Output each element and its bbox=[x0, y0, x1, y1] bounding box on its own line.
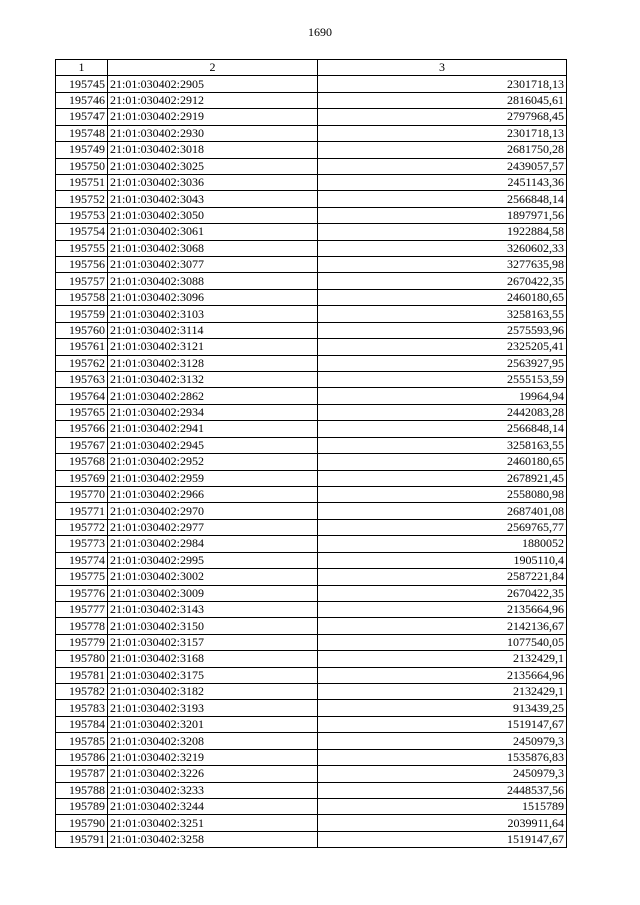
table-row bbox=[56, 782, 567, 798]
row-number-cell: 195761 bbox=[56, 339, 108, 355]
cadastral-number-cell: 21:01:030402:2912 bbox=[108, 92, 318, 108]
cadastral-number-cell: 21:01:030402:3258 bbox=[108, 831, 318, 847]
cadastral-number-cell: 21:01:030402:3157 bbox=[108, 634, 318, 650]
cadastral-number-cell: 21:01:030402:2930 bbox=[108, 125, 318, 141]
value-cell: 2450979,3 bbox=[318, 733, 567, 749]
table-row bbox=[56, 372, 567, 388]
value-cell: 2450979,3 bbox=[318, 766, 567, 782]
value-cell: 2670422,35 bbox=[318, 585, 567, 601]
value-cell: 1519147,67 bbox=[318, 716, 567, 732]
cadastral-number-cell: 21:01:030402:3150 bbox=[108, 618, 318, 634]
value-cell: 1905110,4 bbox=[318, 552, 567, 568]
table-row bbox=[56, 667, 567, 683]
table-row bbox=[56, 486, 567, 502]
row-number-cell: 195789 bbox=[56, 798, 108, 814]
cadastral-number-cell: 21:01:030402:2959 bbox=[108, 470, 318, 486]
cadastral-number-cell: 21:01:030402:3132 bbox=[108, 372, 318, 388]
value-cell: 2569765,77 bbox=[318, 519, 567, 535]
row-number-cell: 195777 bbox=[56, 601, 108, 617]
cadastral-number-cell: 21:01:030402:3002 bbox=[108, 569, 318, 585]
cadastral-number-cell: 21:01:030402:3251 bbox=[108, 815, 318, 831]
value-cell: 2451143,36 bbox=[318, 174, 567, 190]
row-number-cell: 195791 bbox=[56, 831, 108, 847]
row-number-cell: 195773 bbox=[56, 536, 108, 552]
table-row bbox=[56, 240, 567, 256]
table-header bbox=[56, 60, 567, 76]
table-row bbox=[56, 191, 567, 207]
cadastral-number-cell: 21:01:030402:2952 bbox=[108, 454, 318, 470]
value-cell: 3258163,55 bbox=[318, 306, 567, 322]
value-cell: 2301718,13 bbox=[318, 76, 567, 92]
cadastral-number-cell: 21:01:030402:3168 bbox=[108, 651, 318, 667]
table-row bbox=[56, 109, 567, 125]
cadastral-number-cell: 21:01:030402:3208 bbox=[108, 733, 318, 749]
table-row bbox=[56, 404, 567, 420]
row-number-cell: 195775 bbox=[56, 569, 108, 585]
table-row bbox=[56, 289, 567, 305]
value-cell: 2460180,65 bbox=[318, 454, 567, 470]
row-number-cell: 195787 bbox=[56, 766, 108, 782]
row-number-cell: 195782 bbox=[56, 684, 108, 700]
value-cell: 2575593,96 bbox=[318, 322, 567, 338]
table-row bbox=[56, 552, 567, 568]
table-row bbox=[56, 142, 567, 158]
table-row bbox=[56, 618, 567, 634]
cadastral-number-cell: 21:01:030402:2966 bbox=[108, 486, 318, 502]
row-number-cell: 195760 bbox=[56, 322, 108, 338]
row-number-cell: 195788 bbox=[56, 782, 108, 798]
value-cell: 2555153,59 bbox=[318, 372, 567, 388]
table-row bbox=[56, 716, 567, 732]
table-row bbox=[56, 454, 567, 470]
row-number-cell: 195767 bbox=[56, 437, 108, 453]
value-cell: 2687401,08 bbox=[318, 503, 567, 519]
row-number-cell: 195772 bbox=[56, 519, 108, 535]
table-row bbox=[56, 273, 567, 289]
row-number-cell: 195758 bbox=[56, 289, 108, 305]
row-number-cell: 195785 bbox=[56, 733, 108, 749]
value-cell: 2563927,95 bbox=[318, 355, 567, 371]
cadastral-number-cell: 21:01:030402:3219 bbox=[108, 749, 318, 765]
value-cell: 2681750,28 bbox=[318, 142, 567, 158]
value-cell: 2678921,45 bbox=[318, 470, 567, 486]
value-cell: 2566848,14 bbox=[318, 421, 567, 437]
cadastral-number-cell: 21:01:030402:3226 bbox=[108, 766, 318, 782]
cadastral-number-cell: 21:01:030402:2919 bbox=[108, 109, 318, 125]
value-cell: 3258163,55 bbox=[318, 437, 567, 453]
row-number-cell: 195778 bbox=[56, 618, 108, 634]
table-body bbox=[56, 76, 567, 848]
cadastral-number-cell: 21:01:030402:3043 bbox=[108, 191, 318, 207]
row-number-cell: 195763 bbox=[56, 372, 108, 388]
table-row bbox=[56, 831, 567, 847]
value-cell: 2301718,13 bbox=[318, 125, 567, 141]
value-cell: 2448537,56 bbox=[318, 782, 567, 798]
table-row bbox=[56, 207, 567, 223]
value-cell: 2325205,41 bbox=[318, 339, 567, 355]
table-row bbox=[56, 322, 567, 338]
value-cell: 913439,25 bbox=[318, 700, 567, 716]
row-number-cell: 195770 bbox=[56, 486, 108, 502]
cadastral-number-cell: 21:01:030402:3050 bbox=[108, 207, 318, 223]
row-number-cell: 195746 bbox=[56, 92, 108, 108]
cadastral-number-cell: 21:01:030402:2945 bbox=[108, 437, 318, 453]
row-number-cell: 195764 bbox=[56, 388, 108, 404]
cadastral-number-cell: 21:01:030402:3143 bbox=[108, 601, 318, 617]
value-cell: 2670422,35 bbox=[318, 273, 567, 289]
table-row bbox=[56, 437, 567, 453]
value-cell: 2439057,57 bbox=[318, 158, 567, 174]
value-cell: 1519147,67 bbox=[318, 831, 567, 847]
table-row bbox=[56, 536, 567, 552]
table-row bbox=[56, 733, 567, 749]
row-number-cell: 195752 bbox=[56, 191, 108, 207]
table-row bbox=[56, 569, 567, 585]
value-cell: 1897971,56 bbox=[318, 207, 567, 223]
row-number-cell: 195783 bbox=[56, 700, 108, 716]
value-cell: 2797968,45 bbox=[318, 109, 567, 125]
value-cell: 2460180,65 bbox=[318, 289, 567, 305]
cadastral-number-cell: 21:01:030402:3175 bbox=[108, 667, 318, 683]
table-row bbox=[56, 700, 567, 716]
table-row bbox=[56, 174, 567, 190]
table-row bbox=[56, 470, 567, 486]
cadastral-number-cell: 21:01:030402:3025 bbox=[108, 158, 318, 174]
row-number-cell: 195768 bbox=[56, 454, 108, 470]
row-number-cell: 195781 bbox=[56, 667, 108, 683]
cadastral-number-cell: 21:01:030402:3128 bbox=[108, 355, 318, 371]
row-number-cell: 195771 bbox=[56, 503, 108, 519]
row-number-cell: 195749 bbox=[56, 142, 108, 158]
table-row bbox=[56, 815, 567, 831]
table-row bbox=[56, 76, 567, 92]
table-row bbox=[56, 388, 567, 404]
table-row bbox=[56, 257, 567, 273]
cadastral-number-cell: 21:01:030402:3103 bbox=[108, 306, 318, 322]
table-row bbox=[56, 92, 567, 108]
table-row bbox=[56, 634, 567, 650]
value-cell: 1515789 bbox=[318, 798, 567, 814]
table-row bbox=[56, 355, 567, 371]
cadastral-number-cell: 21:01:030402:2984 bbox=[108, 536, 318, 552]
cadastral-number-cell: 21:01:030402:2905 bbox=[108, 76, 318, 92]
table-row bbox=[56, 601, 567, 617]
row-number-cell: 195776 bbox=[56, 585, 108, 601]
cadastral-number-cell: 21:01:030402:3201 bbox=[108, 716, 318, 732]
row-number-cell: 195745 bbox=[56, 76, 108, 92]
value-cell: 2566848,14 bbox=[318, 191, 567, 207]
table-row bbox=[56, 519, 567, 535]
cadastral-number-cell: 21:01:030402:2995 bbox=[108, 552, 318, 568]
cadastral-number-cell: 21:01:030402:2970 bbox=[108, 503, 318, 519]
table-row bbox=[56, 684, 567, 700]
row-number-cell: 195780 bbox=[56, 651, 108, 667]
value-cell: 3277635,98 bbox=[318, 257, 567, 273]
value-cell: 2558080,98 bbox=[318, 486, 567, 502]
cadastral-number-cell: 21:01:030402:3009 bbox=[108, 585, 318, 601]
page-number: 1690 bbox=[308, 25, 332, 39]
value-cell: 2442083,28 bbox=[318, 404, 567, 420]
cadastral-number-cell: 21:01:030402:3096 bbox=[108, 289, 318, 305]
table-row bbox=[56, 339, 567, 355]
row-number-cell: 195762 bbox=[56, 355, 108, 371]
cadastral-number-cell: 21:01:030402:3114 bbox=[108, 322, 318, 338]
row-number-cell: 195751 bbox=[56, 174, 108, 190]
row-number-cell: 195769 bbox=[56, 470, 108, 486]
cadastral-number-cell: 21:01:030402:3077 bbox=[108, 257, 318, 273]
table-row bbox=[56, 585, 567, 601]
row-number-cell: 195754 bbox=[56, 224, 108, 240]
table-row bbox=[56, 125, 567, 141]
value-cell: 2142136,67 bbox=[318, 618, 567, 634]
row-number-cell: 195757 bbox=[56, 273, 108, 289]
cadastral-number-cell: 21:01:030402:2934 bbox=[108, 404, 318, 420]
row-number-cell: 195766 bbox=[56, 421, 108, 437]
value-cell: 2587221,84 bbox=[318, 569, 567, 585]
row-number-cell: 195790 bbox=[56, 815, 108, 831]
table-row bbox=[56, 503, 567, 519]
cadastral-number-cell: 21:01:030402:3193 bbox=[108, 700, 318, 716]
data-table bbox=[55, 59, 567, 848]
cadastral-number-cell: 21:01:030402:3244 bbox=[108, 798, 318, 814]
table-row bbox=[56, 224, 567, 240]
value-cell: 1077540,05 bbox=[318, 634, 567, 650]
value-cell: 19964,94 bbox=[318, 388, 567, 404]
value-cell: 3260602,33 bbox=[318, 240, 567, 256]
column-header-1: 1 bbox=[56, 60, 108, 76]
cadastral-number-cell: 21:01:030402:2941 bbox=[108, 421, 318, 437]
row-number-cell: 195748 bbox=[56, 125, 108, 141]
table-row bbox=[56, 798, 567, 814]
cadastral-number-cell: 21:01:030402:2862 bbox=[108, 388, 318, 404]
row-number-cell: 195747 bbox=[56, 109, 108, 125]
cadastral-number-cell: 21:01:030402:3036 bbox=[108, 174, 318, 190]
row-number-cell: 195750 bbox=[56, 158, 108, 174]
table-row bbox=[56, 749, 567, 765]
row-number-cell: 195759 bbox=[56, 306, 108, 322]
table-row bbox=[56, 421, 567, 437]
value-cell: 2135664,96 bbox=[318, 601, 567, 617]
value-cell: 2132429,1 bbox=[318, 651, 567, 667]
value-cell: 1922884,58 bbox=[318, 224, 567, 240]
row-number-cell: 195753 bbox=[56, 207, 108, 223]
row-number-cell: 195756 bbox=[56, 257, 108, 273]
row-number-cell: 195779 bbox=[56, 634, 108, 650]
cadastral-number-cell: 21:01:030402:3061 bbox=[108, 224, 318, 240]
column-header-3: 3 bbox=[318, 60, 567, 76]
row-number-cell: 195784 bbox=[56, 716, 108, 732]
cadastral-number-cell: 21:01:030402:2977 bbox=[108, 519, 318, 535]
value-cell: 2039911,64 bbox=[318, 815, 567, 831]
value-cell: 1535876,83 bbox=[318, 749, 567, 765]
column-header-2: 2 bbox=[108, 60, 318, 76]
table-row bbox=[56, 306, 567, 322]
table-row bbox=[56, 158, 567, 174]
row-number-cell: 195774 bbox=[56, 552, 108, 568]
value-cell: 2135664,96 bbox=[318, 667, 567, 683]
row-number-cell: 195786 bbox=[56, 749, 108, 765]
cadastral-number-cell: 21:01:030402:3182 bbox=[108, 684, 318, 700]
header-row bbox=[56, 60, 567, 76]
value-cell: 2132429,1 bbox=[318, 684, 567, 700]
cadastral-number-cell: 21:01:030402:3233 bbox=[108, 782, 318, 798]
row-number-cell: 195765 bbox=[56, 404, 108, 420]
cadastral-number-cell: 21:01:030402:3088 bbox=[108, 273, 318, 289]
value-cell: 2816045,61 bbox=[318, 92, 567, 108]
table-row bbox=[56, 651, 567, 667]
cadastral-number-cell: 21:01:030402:3121 bbox=[108, 339, 318, 355]
value-cell: 1880052 bbox=[318, 536, 567, 552]
table-row bbox=[56, 766, 567, 782]
cadastral-number-cell: 21:01:030402:3068 bbox=[108, 240, 318, 256]
cadastral-number-cell: 21:01:030402:3018 bbox=[108, 142, 318, 158]
row-number-cell: 195755 bbox=[56, 240, 108, 256]
